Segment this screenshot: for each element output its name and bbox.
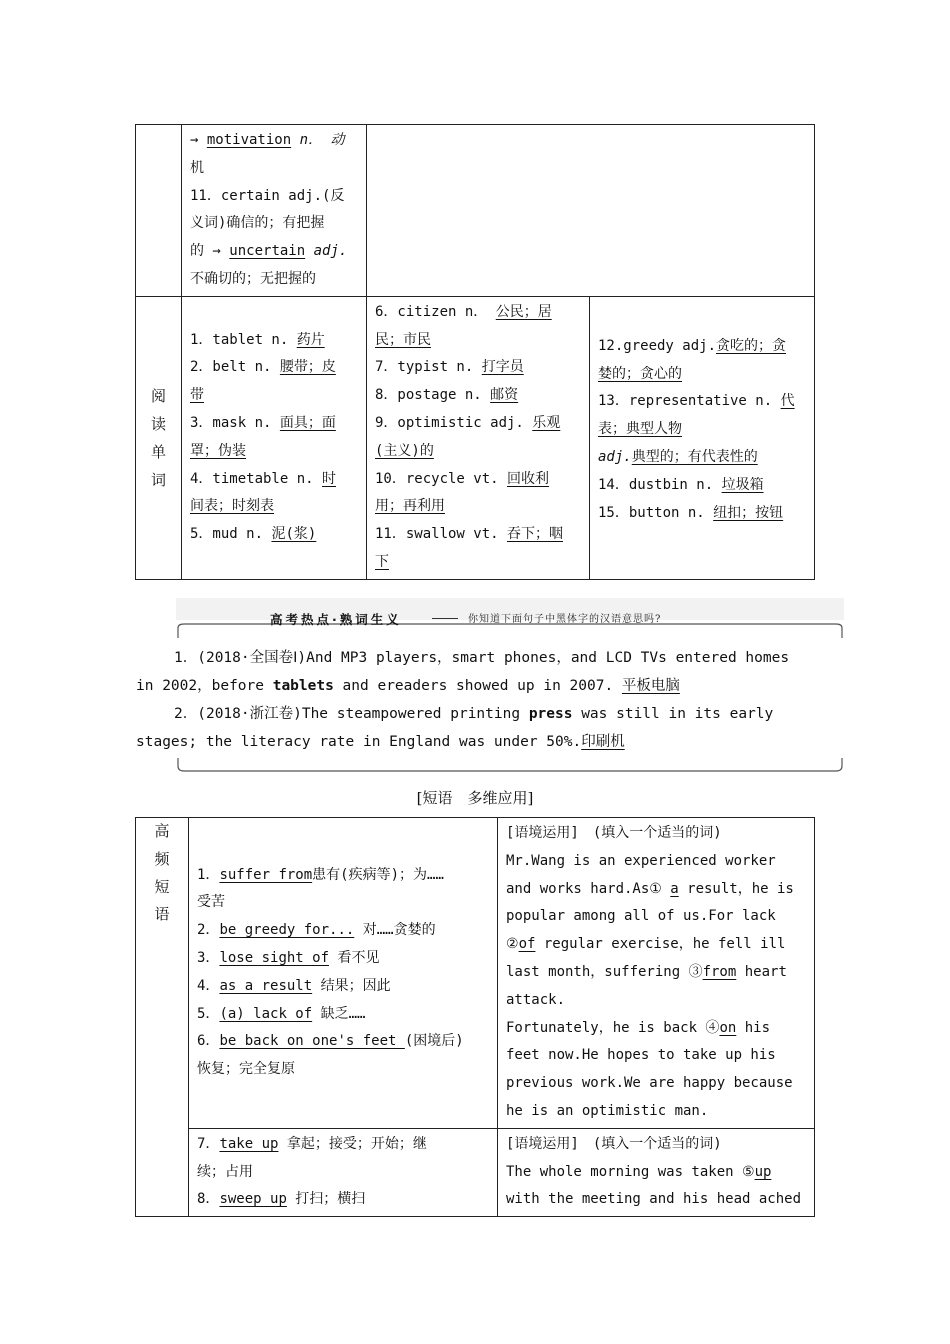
word-entry: 3．mask n. 面具；面	[190, 414, 336, 431]
word-entry: 婪的；贪心的	[598, 365, 682, 382]
phrase-entry: 6．be back on one's feet (困境后)	[197, 1033, 464, 1050]
phrase-entry: 受苦	[197, 894, 225, 911]
example-line: 2．(2018·浙江卷)The steampowered printing press was still in its early	[174, 706, 774, 722]
word-entry: 1．tablet n. 药片	[190, 331, 325, 348]
reading-words-col2	[367, 296, 590, 579]
word-entry: 4．timetable n. 时	[190, 470, 337, 487]
word-entry: adj.典型的；有代表性的	[598, 448, 758, 465]
vocab-line: 11．certain adj.(反	[190, 187, 345, 204]
example-line: 1．(2018·全国卷Ⅰ)And MP3 players，smart phones，and LCD TVs entered homes	[174, 650, 790, 666]
word-entry: 下	[375, 553, 389, 570]
vocab-line: 不确切的；无把握的	[190, 270, 316, 287]
phrase-entry: 续；占用	[197, 1163, 253, 1180]
phrases-table	[135, 817, 815, 1217]
context-line: Mr.Wang is an experienced worker	[506, 852, 776, 869]
section-banner	[176, 598, 844, 640]
word-entry: 民；市民	[375, 331, 431, 348]
phrases-label: 高 频 短 语	[136, 818, 189, 1217]
context-exercise-2	[498, 1128, 815, 1216]
phrases-list-2	[189, 1128, 498, 1216]
phrase-entry: 8．sweep up 打扫；横扫	[197, 1191, 366, 1208]
word-entry: 2．belt n. 腰带；皮	[190, 359, 336, 376]
word-entry: 间表；时刻表	[190, 498, 274, 515]
word-entry: 15．button n. 纽扣；按钮	[598, 504, 784, 521]
example-line: in 2002，before tablets and ereaders showed up in 2007. 平板电脑	[136, 677, 680, 694]
vocab-line: 义词)确信的；有把握	[190, 215, 325, 232]
vocab-row-continued	[136, 125, 815, 297]
context-heading: [语境运用] (填入一个适当的词)	[506, 1135, 722, 1152]
word-entry: 12.greedy adj.贪吃的；贪	[598, 337, 787, 354]
context-heading: [语境运用] (填入一个适当的词)	[506, 825, 722, 841]
word-entry: 9．optimistic adj. 乐观	[375, 414, 561, 431]
context-line: previous work.We are happy because	[506, 1075, 793, 1092]
phrase-entry: 4．as a result 结果；因此	[197, 977, 391, 994]
phrase-entry: 1．suffer from患有(疾病等)；为……	[197, 866, 444, 883]
word-entry: 13．representative n. 代	[598, 393, 795, 410]
section-heading: [短语 多维应用]	[416, 789, 534, 807]
context-line: and works hard.As① a result，he is	[506, 880, 794, 897]
word-entry: 6．citizen n． 公民；居	[375, 303, 552, 320]
phrase-entry: 7．take up 拿起；接受；开始；继	[197, 1135, 427, 1152]
word-entry: 用；再利用	[375, 498, 445, 515]
reading-words-col1	[182, 296, 367, 579]
reading-words-row	[136, 296, 815, 579]
empty-cell	[367, 125, 815, 297]
example-line: stages; the literacy rate in England was under 50%.印刷机	[136, 733, 625, 750]
word-entry: 表；典型人物	[598, 421, 682, 438]
context-exercise-1	[498, 818, 815, 1129]
banner-title: 高考热点·熟词生义	[270, 612, 402, 627]
context-line: last month，suffering ③from heart	[506, 963, 787, 980]
vocab-line: 的 → uncertain adj.	[190, 243, 348, 260]
word-entry: 11．swallow vt. 吞下；咽	[375, 526, 564, 543]
phrase-entry: 5．(a) lack of 缺乏……	[197, 1005, 366, 1022]
context-line: with the meeting and his head ached	[506, 1191, 802, 1208]
phrases-list-1	[189, 818, 498, 1129]
banner-bottom-frame	[176, 756, 844, 774]
word-entry: 带	[190, 387, 204, 404]
context-line: popular among all of us.For lack	[506, 908, 776, 925]
word-entry: 10．recycle vt. 回收利	[375, 470, 550, 487]
empty-label-cell	[136, 125, 182, 297]
context-line: The whole morning was taken ⑤up	[506, 1163, 772, 1180]
word-entry: (主义)的	[375, 442, 434, 459]
phrase-entry: 恢复；完全复原	[197, 1061, 295, 1078]
vocab-line: 机	[190, 159, 204, 176]
example-2	[136, 701, 816, 757]
vocab-cell-continued	[182, 125, 367, 297]
word-entry: 7．typist n. 打字员	[375, 359, 524, 376]
reading-words-label: 阅 读 单 词	[136, 296, 182, 579]
context-line: ②of regular exercise，he fell ill	[506, 936, 786, 953]
phrase-entry: 2．be greedy for... 对……贪婪的	[197, 922, 436, 939]
phrases-row-2	[136, 1128, 815, 1216]
reading-words-col3	[590, 296, 815, 579]
context-line: attack.	[506, 991, 566, 1008]
example-1	[136, 645, 816, 701]
word-entry: 5．mud n. 泥(浆)	[190, 526, 317, 543]
context-line: Fortunately，he is back ④on his	[506, 1019, 771, 1036]
banner-subtitle: 你知道下面句子中黑体字的汉语意思吗?	[468, 614, 662, 625]
word-entry: 8．postage n. 邮资	[375, 387, 519, 404]
context-line: he is an optimistic man.	[506, 1102, 709, 1119]
banner-divider	[432, 618, 458, 619]
phrases-row-1	[136, 818, 815, 1129]
vocab-line: → motivation n． 动	[190, 132, 345, 148]
context-line: feet now.He hopes to take up his	[506, 1047, 776, 1064]
vocab-table	[135, 124, 815, 580]
phrase-entry: 3．lose sight of 看不见	[197, 950, 380, 967]
word-entry: 罩；伪装	[190, 442, 246, 459]
word-entry: 14．dustbin n. 垃圾箱	[598, 476, 764, 493]
